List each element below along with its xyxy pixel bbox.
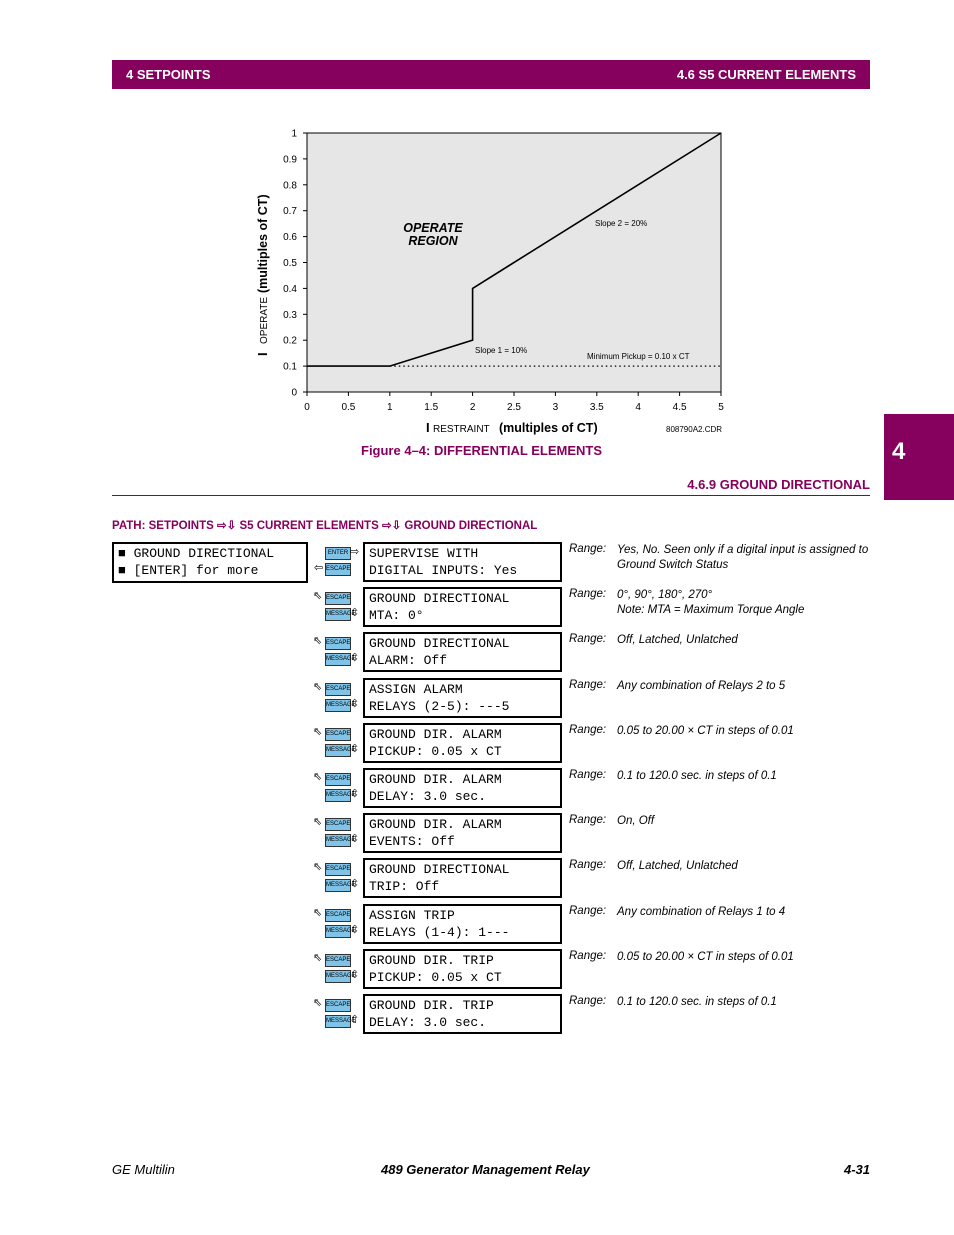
y-tick-label: 0.7	[283, 206, 297, 218]
range-label: Range:	[569, 543, 607, 555]
message-key[interactable]: MESSAGE	[325, 879, 351, 892]
y-axis-label-sub: OPERATE	[259, 296, 270, 344]
x-tick-label: 5	[718, 402, 724, 413]
up-left-arrow-icon: ⇖	[313, 906, 323, 919]
setpoint-line2: TRIP: Off	[369, 879, 440, 894]
setpoint-line1: GROUND DIRECTIONAL	[369, 591, 510, 606]
x-tick-label: 0	[304, 402, 310, 413]
up-down-arrow-icon: ⇳	[350, 606, 360, 619]
page-header	[112, 60, 870, 89]
setpoint-line1: GROUND DIR. ALARM	[369, 772, 502, 787]
up-down-arrow-icon: ⇳	[350, 923, 360, 936]
up-left-arrow-icon: ⇖	[313, 589, 323, 602]
right-arrow-icon: ⇨	[350, 545, 360, 558]
footer-company: GE Multilin	[112, 1162, 175, 1177]
setpoint-display	[363, 994, 562, 1034]
range-label: Range:	[569, 950, 607, 962]
setpoint-line1: GROUND DIRECTIONAL	[369, 862, 510, 877]
x-tick-label: 1.5	[424, 402, 439, 413]
min-pickup-annotation: Minimum Pickup = 0.10 x CT	[587, 352, 690, 361]
left-arrow-icon: ⇦	[314, 561, 324, 574]
y-axis-label-main: I	[255, 352, 270, 356]
range-text: 0.1 to 120.0 sec. in steps of 0.1	[617, 996, 777, 1008]
enter-key[interactable]: ENTER	[325, 547, 351, 560]
range-text: 0°, 90°, 180°, 270°	[617, 589, 713, 601]
x-tick-label: 2	[469, 402, 476, 413]
setpoint-line2: DELAY: 3.0 sec.	[369, 1015, 487, 1030]
y-tick-label: 0	[291, 387, 297, 399]
setpoint-line1: GROUND DIR. TRIP	[369, 998, 494, 1013]
y-tick-label: 1	[291, 128, 297, 140]
y-tick-label: 0.9	[283, 154, 297, 166]
setpoint-line1: ASSIGN TRIP	[369, 908, 455, 923]
up-left-arrow-icon: ⇖	[313, 996, 323, 1009]
escape-key[interactable]: ESCAPE	[325, 818, 351, 831]
x-tick-label: 2.5	[507, 402, 521, 413]
up-down-arrow-icon: ⇳	[350, 742, 360, 755]
range-label: Range:	[569, 769, 607, 781]
setpoint-display	[363, 858, 562, 898]
footer-product: 489 Generator Management Relay	[381, 1162, 590, 1177]
range-text: 0.05 to 20.00 × CT in steps of 0.01	[617, 725, 794, 737]
setpoint-line1: GROUND DIRECTIONAL	[369, 636, 510, 651]
y-tick-label: 0.4	[283, 283, 297, 295]
setpoint-display	[363, 768, 562, 808]
y-tick-label: 0.8	[283, 180, 297, 192]
chart-svg	[230, 118, 750, 438]
slope2-annotation: Slope 2 = 20%	[595, 219, 648, 228]
message-key[interactable]: MESSAGE	[325, 834, 351, 847]
message-key[interactable]: MESSAGE	[325, 925, 351, 938]
setpoint-line2: EVENTS: Off	[369, 834, 455, 849]
message-key[interactable]: MESSAGE	[325, 970, 351, 983]
setpoint-line1: ASSIGN ALARM	[369, 682, 463, 697]
y-tick-label: 0.5	[283, 258, 297, 269]
main-menu-display	[112, 542, 308, 583]
slope1-annotation: Slope 1 = 10%	[475, 346, 528, 355]
operate-region-label-1: OPERATE	[403, 221, 463, 235]
message-key[interactable]: MESSAGE	[325, 653, 351, 666]
range-label: Range:	[569, 859, 607, 871]
range-text: On, Off	[617, 815, 655, 827]
x-ticks	[304, 392, 724, 413]
y-tick-label: 0.1	[283, 361, 297, 373]
range-text: Any combination of Relays 1 to 4	[617, 906, 786, 918]
setpoint-line2: ALARM: Off	[369, 653, 448, 668]
range-note: Note: MTA = Maximum Torque Angle	[617, 604, 805, 616]
x-axis-label-units: (multiples of CT)	[499, 421, 598, 435]
x-tick-label: 3	[552, 402, 559, 413]
escape-key[interactable]: ESCAPE	[325, 909, 351, 922]
chapter-tab	[884, 414, 954, 500]
escape-key[interactable]: ESCAPE	[325, 563, 351, 576]
message-key[interactable]: MESSAGE	[325, 789, 351, 802]
x-axis-label-sub: RESTRAINT	[433, 424, 490, 435]
setpoint-display	[363, 587, 562, 627]
up-left-arrow-icon: ⇖	[313, 634, 323, 647]
y-axis-label-units: (multiples of CT)	[256, 194, 270, 293]
setpoint-line2: DIGITAL INPUTS: Yes	[369, 563, 518, 578]
setpoint-line2: RELAYS (2-5): ---5	[369, 699, 510, 714]
range-label: Range:	[569, 995, 607, 1007]
x-tick-label: 4.5	[672, 402, 687, 413]
range-text: Yes, No. Seen only if a digital input is assigned to Ground Switch Status	[617, 544, 869, 571]
y-tick-label: 0.3	[283, 309, 297, 321]
setpoint-line2: PICKUP: 0.05 x CT	[369, 744, 502, 759]
up-arrow-icon: ⇧	[350, 1013, 360, 1026]
x-tick-label: 1	[387, 402, 393, 413]
range-text: Any combination of Relays 2 to 5	[617, 680, 786, 692]
message-key[interactable]: MESSAGE	[325, 699, 351, 712]
up-left-arrow-icon: ⇖	[313, 680, 323, 693]
message-key[interactable]: MESSAGE	[325, 1015, 351, 1028]
escape-key[interactable]: ESCAPE	[325, 773, 351, 786]
differential-chart	[230, 118, 750, 438]
up-left-arrow-icon: ⇖	[313, 951, 323, 964]
range-label: Range:	[569, 905, 607, 917]
range-label: Range:	[569, 679, 607, 691]
up-left-arrow-icon: ⇖	[313, 860, 323, 873]
up-left-arrow-icon: ⇖	[313, 725, 323, 738]
setpoint-display	[363, 678, 562, 718]
escape-key[interactable]: ESCAPE	[325, 683, 351, 696]
figure-caption: Figure 4–4: DIFFERENTIAL ELEMENTS	[361, 443, 603, 458]
setpoint-display	[363, 904, 562, 944]
range-text: 0.05 to 20.00 × CT in steps of 0.01	[617, 951, 794, 963]
y-tick-label: 0.2	[283, 335, 297, 347]
range-label: Range:	[569, 588, 607, 600]
escape-key[interactable]: ESCAPE	[325, 999, 351, 1012]
setpoint-line2: PICKUP: 0.05 x CT	[369, 970, 502, 985]
section-divider	[112, 495, 870, 496]
escape-key[interactable]: ESCAPE	[325, 863, 351, 876]
up-down-arrow-icon: ⇳	[350, 968, 360, 981]
y-tick-label: 0.6	[283, 232, 297, 244]
x-tick-label: 0.5	[341, 402, 356, 413]
escape-key[interactable]: ESCAPE	[325, 637, 351, 650]
chapter-tab-number: 4	[892, 438, 906, 465]
setpoint-display	[363, 542, 562, 582]
up-down-arrow-icon: ⇳	[350, 651, 360, 664]
x-axis-label-main: I	[426, 420, 430, 435]
setpoint-display	[363, 632, 562, 672]
setpoint-display	[363, 723, 562, 763]
up-down-arrow-icon: ⇳	[350, 787, 360, 800]
setpoint-line1: GROUND DIR. TRIP	[369, 953, 494, 968]
setpoint-line2: RELAYS (1-4): 1---	[369, 925, 510, 940]
main-display-line1: ■ GROUND DIRECTIONAL	[118, 546, 275, 561]
up-left-arrow-icon: ⇖	[313, 770, 323, 783]
y-ticks	[283, 129, 307, 399]
x-tick-label: 4	[635, 402, 641, 413]
setpoint-display	[363, 813, 562, 853]
up-down-arrow-icon: ⇳	[350, 877, 360, 890]
escape-key[interactable]: ESCAPE	[325, 592, 351, 605]
up-down-arrow-icon: ⇳	[350, 832, 360, 845]
setpoint-line1: GROUND DIR. ALARM	[369, 817, 502, 832]
escape-key[interactable]: ESCAPE	[325, 728, 351, 741]
range-label: Range:	[569, 633, 607, 645]
range-label: Range:	[569, 724, 607, 736]
y-axis-label	[255, 194, 270, 356]
range-text: Off, Latched, Unlatched	[617, 634, 738, 646]
setpoint-line1: GROUND DIR. ALARM	[369, 727, 502, 742]
message-key[interactable]: MESSAGE	[325, 608, 351, 621]
setpoint-line1: SUPERVISE WITH	[369, 546, 479, 561]
range-label: Range:	[569, 814, 607, 826]
header-section: 4.6 S5 CURRENT ELEMENTS	[676, 67, 856, 82]
menu-path: PATH: SETPOINTS ⇨⇩ S5 CURRENT ELEMENTS ⇨⇩ GROUND DIRECTIONAL	[112, 520, 538, 532]
up-down-arrow-icon: ⇳	[350, 697, 360, 710]
header-chapter: 4 SETPOINTS	[126, 67, 211, 82]
range-text: 0.1 to 120.0 sec. in steps of 0.1	[617, 770, 777, 782]
drawing-code: 808790A2.CDR	[666, 425, 723, 434]
operate-region-label-2: REGION	[408, 234, 458, 248]
x-tick-label: 3.5	[589, 402, 604, 413]
setpoint-line2: MTA: 0°	[369, 608, 424, 623]
message-key[interactable]: MESSAGE	[325, 744, 351, 757]
range-text: Off, Latched, Unlatched	[617, 860, 738, 872]
setpoint-display	[363, 949, 562, 989]
footer-page-number: 4-31	[843, 1162, 870, 1177]
setpoint-line2: DELAY: 3.0 sec.	[369, 789, 487, 804]
section-title: 4.6.9 GROUND DIRECTIONAL	[687, 477, 870, 492]
escape-key[interactable]: ESCAPE	[325, 954, 351, 967]
up-left-arrow-icon: ⇖	[313, 815, 323, 828]
main-display-line2: ■ [ENTER] for more	[118, 563, 259, 578]
